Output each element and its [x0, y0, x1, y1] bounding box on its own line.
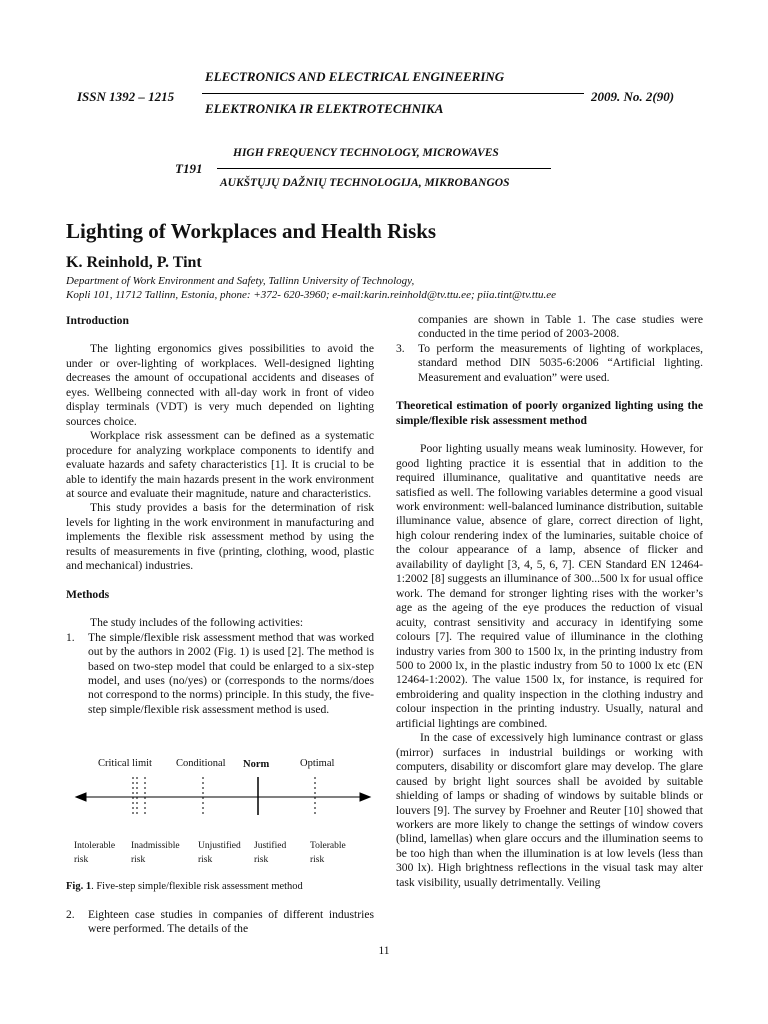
list-item-2-number: 2.: [66, 908, 75, 921]
affiliation-line-1: Department of Work Environment and Safety, Tallinn University of Technology,: [66, 275, 415, 287]
theory-paragraph-1: Poor lighting usually means weak luminosity. However, for good lighting practice it is essential that in addition to the required illuminance, qualitative and quantitative needs are satisfied as well. The following variables determine a good visual work environment: well-balanced luminance distribution, suitable illuminance value, absence of glare, correct direction of light, high colour rendering index of the luminaries, suitable choice of the colour appearance of a lamp, absence of flicker and availability of daylight [3, 4, 5, 6, 7]. CEN Standard EN 12464-1:2002 [8] suggests an illuminance of 300...500 lx for usual office work. The demand for stronger lighting rises with the worker’s age as the ageing of the eye produces the reduction of visual acuity, contrast sensitivity and accuracy in identifying some colours [7]. The required value of illuminance in the clothing industry varies from 300 to 1500 lx, in the printing industry from 500 to 2000 lx, in the plastic industry from 50 to 1000 lx etc (EN 12464-1:2002). The value 1500 lx, for instance, is required for embroidering and quality inspection in the clothing industry and colour inspection in the printing industry. Usually, natural and artificial lightings are combined.: [396, 442, 703, 730]
label-justified-risk: Justified risk: [254, 841, 287, 865]
list-item-3-number: 3.: [396, 341, 405, 355]
list-item-2-continued: companies are shown in Table 1. The case studies were conducted in the time period of 2003-2008.: [418, 313, 703, 341]
list-item-1-text: The simple/flexible risk assessment method that was worked out by the authors in 2002 (Fig. 1) is used [2]. The method is based on two-step model that could be enlarged to a six-step model, and uses (no/yes) or (corresponds to the norms/does not correspond to the norms) principle. In this study, the five-step simple/flexible risk assessment method is used.: [88, 630, 374, 716]
label-intolerable-risk: Intolerable risk: [74, 841, 116, 865]
methods-heading: Methods: [66, 587, 110, 601]
figure-caption: [66, 881, 303, 892]
figure-caption-label: Fig. 1: [66, 881, 92, 892]
intro-heading: Introduction: [66, 314, 129, 327]
paper-title: Lighting of Workplaces and Health Risks: [66, 219, 437, 243]
label-conditional: Conditional: [176, 758, 226, 769]
theory-heading: Theoretical estimation of poorly organized lighting using the simple/flexible risk assessment method: [396, 399, 703, 427]
issue-number: 2009. No. 2(90): [591, 89, 675, 104]
list-item-1-number: 1.: [66, 630, 75, 644]
issn: ISSN 1392 – 1215: [77, 89, 175, 104]
list-item-2: [66, 908, 374, 937]
intro-paragraph-1: The lighting ergonomics gives possibilities to avoid the under or over-lighting of workplaces. Well-designed lighting decreases the amount of occupational accidents and diseases of eyes. Wellbeing connected with all-day work in front of video display terminals (VDT) is very much depended on lighting sources choice.: [66, 342, 374, 428]
axis-arrow-right: [360, 793, 370, 801]
methods-paragraph: The study includes of the following activities:: [90, 616, 304, 630]
figure-1: [66, 752, 374, 872]
section-code: T191: [175, 161, 203, 176]
label-tolerable-risk: Tolerable risk: [310, 841, 346, 865]
section-rule: [217, 168, 551, 169]
section-en: HIGH FREQUENCY TECHNOLOGY, MICROWAVES: [233, 147, 499, 159]
right-column: [396, 313, 703, 890]
list-item-3-text: To perform the measurements of lighting of workplaces, standard method DIN 5035-6:2006 “Artificial lighting. Measurement and evaluation” were used.: [418, 341, 703, 384]
header-rule: [202, 93, 584, 94]
label-optimal: Optimal: [300, 758, 335, 769]
affiliation-line-2: Kopli 101, 11712 Tallinn, Estonia, phone: +372- 620-3960; e-mail:karin.reinhold@tv.ttu.ee; piia.tint@tv.ttu.ee: [66, 289, 557, 301]
left-column-end: [66, 908, 374, 937]
paper-authors: K. Reinhold, P. Tint: [66, 254, 202, 271]
label-critical-limit: Critical limit: [98, 758, 152, 769]
list-item-1: [66, 631, 374, 718]
affiliation: [66, 274, 706, 302]
journal-title-lt: ELEKTRONIKA IR ELEKTROTECHNIKA: [205, 101, 444, 116]
page-number: 11: [378, 945, 390, 957]
journal-title-en: ELECTRONICS AND ELECTRICAL ENGINEERING: [205, 69, 505, 84]
left-column: [66, 314, 374, 717]
section-lt: AUKŠTŲJŲ DAŽNIŲ TECHNOLOGIJA, MIKROBANGOS: [220, 177, 510, 189]
label-unjustified-risk: Unjustified risk: [198, 841, 241, 865]
intro-paragraph-3: This study provides a basis for the determination of risk levels for lighting in the work environment in manufacturing and implements the flexible risk assessment method by using the results of measurements in five (printing, clothing, wood, plastic and mechanical) industries.: [66, 501, 374, 573]
intro-paragraph-2: Workplace risk assessment can be defined as a systematic procedure for analyzing workplace components to identify and evaluate hazards and safety characteristics [1]. It is crucial to be able to identify the main hazards present in the work environment at source and evaluate their magnitude, nature and characteristics.: [66, 429, 374, 500]
label-norm: Norm: [243, 759, 270, 770]
list-item-2-text: Eighteen case studies in companies of different industries were performed. The details of the: [88, 908, 374, 936]
list-item-3: [396, 342, 703, 385]
axis-arrow-left: [76, 793, 86, 801]
label-inadmissible-risk: Inadmissible risk: [131, 841, 180, 865]
risk-scale-diagram: [66, 774, 374, 834]
theory-paragraph-2: In the case of excessively high luminance contrast or glass (mirror) surfaces in industrial buildings or working with computers, disability or discomfort glare may develop. The glare caused by bright light sources shall be avoided by suitable shielding of lamps or shading of windows by suitable blinds or louvers [9]. The survey by Froehner and Reuter [10] showed that workers are more likely to change the settings of window covers (blind, lamellas) when glare occurs and the illumination seems to be too high than when the illumination is at low levels (less than 300 lx). High brightness reflections in the visual task may alter task visibility, usually detrimentally. Veiling: [396, 731, 703, 889]
figure-caption-text: . Five-step simple/flexible risk assessment method: [91, 881, 303, 892]
